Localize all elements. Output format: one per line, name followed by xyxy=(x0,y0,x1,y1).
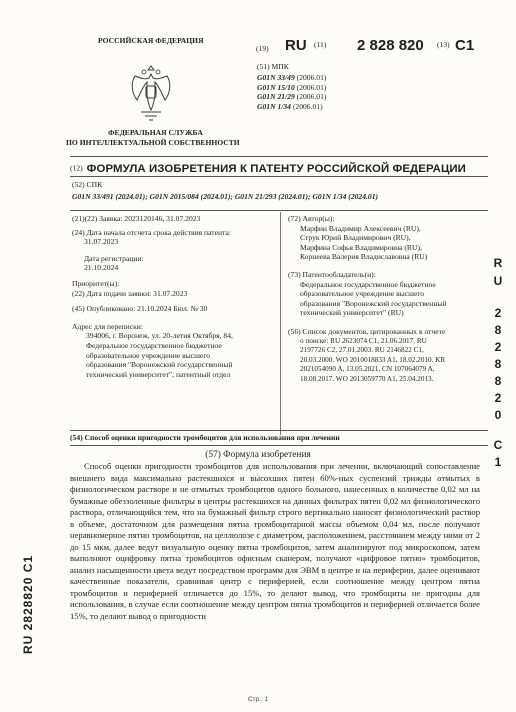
divider xyxy=(70,210,488,211)
priority-date: (22) Дата подачи заявки: 31.07.2023 xyxy=(72,288,188,298)
application-number: (21)(22) Заявка: 2023120146, 31.07.2023 xyxy=(72,214,201,223)
owner-label: (73) Патентообладатель(и): xyxy=(288,269,376,279)
side-letter: 8 xyxy=(494,323,502,337)
address-label: Адрес для переписки: xyxy=(72,321,143,331)
bibliographic-right xyxy=(288,214,486,385)
document-title: (12) ФОРМУЛА ИЗОБРЕТЕНИЯ К ПАТЕНТУ РОССИЙСКОЙ ФЕДЕРАЦИИ xyxy=(70,163,466,175)
code-19: (19) xyxy=(256,44,269,53)
term-start-date: 31.07.2023 xyxy=(84,237,119,247)
mpk-item: G01N 1/34 (2006.01) xyxy=(257,101,323,111)
side-letter: 0 xyxy=(494,408,502,422)
page-number: Стр.: 1 xyxy=(247,696,269,703)
spk-label: (52) СПК xyxy=(72,180,103,189)
code-11: (11) xyxy=(314,40,327,49)
side-letter: 8 xyxy=(494,357,502,371)
owner-block: Федеральное государственное бюджетное образовательное учреждение высшего образования "Воронежский государственный технический университет" (RU) xyxy=(300,279,447,318)
kind-code: C1 xyxy=(455,37,475,54)
divider xyxy=(70,430,488,431)
code-13: (13) xyxy=(437,40,450,49)
publication-info: (45) Опубликовано: 21.10.2024 Бюл. № 30 xyxy=(72,304,208,314)
registration-date: 21.10.2024 xyxy=(84,263,119,273)
divider xyxy=(70,156,488,157)
bibliographic-left xyxy=(72,214,276,379)
priority-label: Приоритет(ы): xyxy=(72,278,120,288)
side-letter: 2 xyxy=(494,306,502,320)
authors-list: Марфин Владимир Алексеевич (RU), Струк Юрий Владимирович (RU), Марфина Софья Владимировна (RU), Корнеева Валерия Владиславовна (RU) xyxy=(300,223,428,262)
cited-docs-label: (56) Список документов, цитированных в отчете xyxy=(288,326,446,336)
agency-name-line2: ПО ИНТЕЛЛЕКТУАЛЬНОЙ СОБСТВЕННОСТИ xyxy=(66,138,240,147)
side-letter: 2 xyxy=(494,340,502,354)
registration-label: Дата регистрации: xyxy=(84,253,144,263)
state-emblem-icon xyxy=(127,62,175,124)
divider xyxy=(70,445,488,446)
mpk-label: (51) МПК xyxy=(257,62,289,71)
mpk-item: G01N 21/29 (2006.01) xyxy=(257,92,327,102)
side-letter: R xyxy=(493,256,503,270)
mpk-item: G01N 15/10 (2006.01) xyxy=(257,82,327,92)
invention-title: (54) Способ оценки пригодности тромбоцитов для использования при лечении xyxy=(70,433,340,442)
side-letter: 1 xyxy=(494,455,502,469)
side-letter: C xyxy=(493,438,503,452)
term-start-label: (24) Дата начала отсчета срока действия патента: xyxy=(72,227,231,237)
address-block: 394006, г. Воронеж, ул. 20-летия Октября, 84, Федеральное государственное бюджетное образовательное учреждение высшего образования "Воронежский государственный технический университет", патентный отдел xyxy=(86,331,233,379)
side-id-left: RU 2828820 C1 xyxy=(21,554,35,654)
mpk-list xyxy=(257,73,326,111)
column-divider xyxy=(280,212,281,435)
patent-number: 2 828 820 xyxy=(357,37,424,54)
side-letter: 8 xyxy=(494,374,502,388)
side-letter: 2 xyxy=(494,391,502,405)
agency-name-line1: ФЕДЕРАЛЬНАЯ СЛУЖБА xyxy=(108,128,203,137)
country-org-label: РОССИЙСКАЯ ФЕДЕРАЦИЯ xyxy=(98,36,204,45)
side-letter: U xyxy=(493,274,503,288)
spk-codes: G01N 33/491 (2024.01); G01N 2015/084 (2024.01); G01N 21/293 (2024.01); G01N 1/34 (2024.01) xyxy=(72,192,379,201)
cited-docs-list: о поиске: RU 2623074 C1, 21.06.2017. RU 2197726 C2, 27.01.2003. RU 2146822 C1, 20.03.2000. WO 2010018833 A1, 18.02.2010. KR 2021054090 A, 13.05.2021. CN 107064079 A, 18.08.2017. WO 2013059770 A1, 25.04.2013. xyxy=(300,336,446,383)
claims-heading: (57) Формула изобретения xyxy=(205,450,311,460)
divider xyxy=(70,176,488,177)
authors-label: (72) Автор(ы): xyxy=(288,214,335,223)
country-code: RU xyxy=(285,37,307,54)
mpk-item: G01N 33/49 (2006.01) xyxy=(257,73,327,82)
claim-text: Способ оценки пригодности тромбоцитов для использования при лечении, включающий сопоставление внешнего вида максимально растекшихся и высохших пятен 60%-ных суспензий трижды отмытых в физиологическом растворе и не отмытых тромбоцитов одного больного, нанесенных в количестве 0,02 мл на бумажные обеззоленные фильтры в центры растекшихся на данных фильтрах пятен 0,02 мл физиологического раствора, отличающийся тем, что на бумажный фильтр строго вертикально наносят физиологический раствор в объеме, достаточном для размещения пятна тромбоцитарной массы объемом 0,04 мл, после получают неравномерное пятно тромбоцитов, на целлюлозе с диаметром, расположением, расстоянием между ними от 2 до 15 мкм, далее ведут визуальную оценку пятна тромбоцитов, затем анализируют под микроскопом, затем выполняют оцифровку пятна тромбоцитов офисным сканером, получают «цифровое пятно» тромбоцитов, анализ насыщенности цвета ведут посредством программ для ЭВМ в центре и на периферии, далее оценивают качественные показатели, сравнивая центр с периферией, если соотношение между центром пятна тромбоцитов и периферией отличается до 15%, то делают вывод, что тромбоциты не пригодны для использования, в случае если соотношение между центром пятна тромбоцитов и периферией отличается более 15%, то делают вывод о пригодности xyxy=(70,461,480,621)
